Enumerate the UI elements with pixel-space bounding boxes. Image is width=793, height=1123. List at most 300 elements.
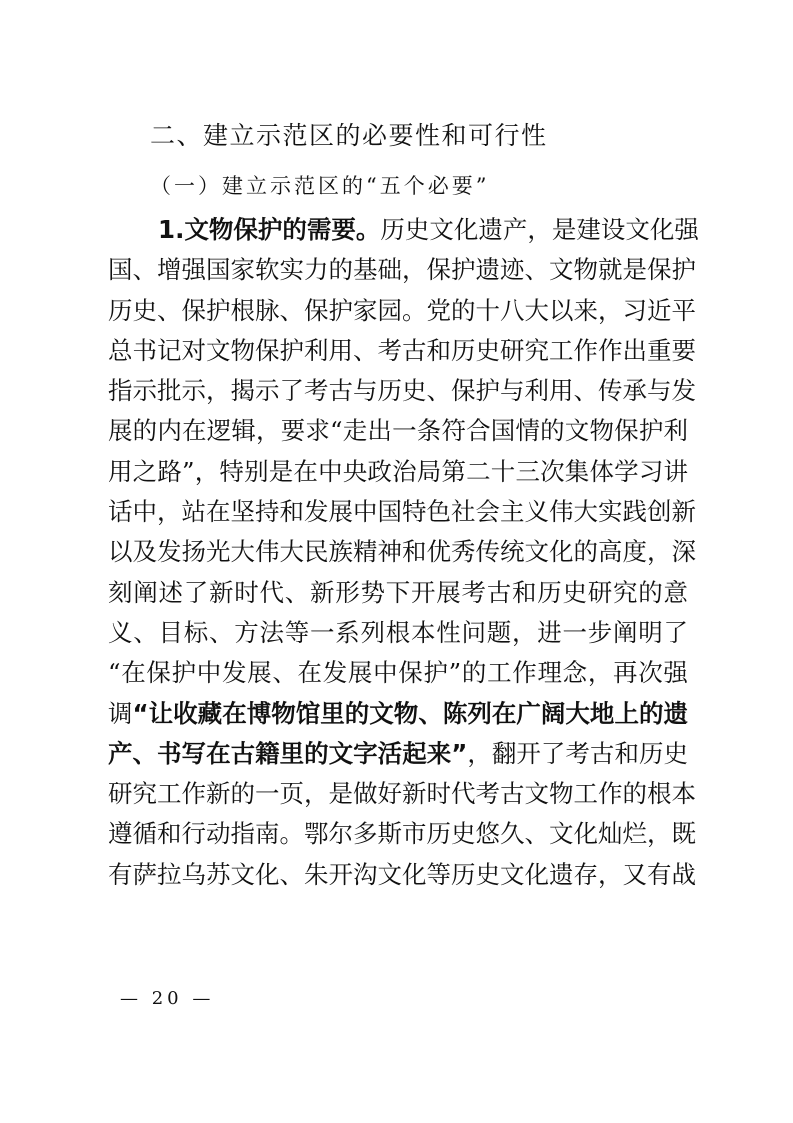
text-glyph: 新 bbox=[402, 779, 427, 809]
text-glyph: 揭 bbox=[230, 376, 255, 406]
text-glyph: 走 bbox=[342, 416, 368, 446]
text-glyph: 历 bbox=[451, 335, 476, 365]
text-glyph: 的 bbox=[344, 698, 370, 728]
text-glyph: 一 bbox=[310, 617, 335, 647]
text-glyph: 朱 bbox=[304, 859, 329, 889]
text-glyph: 护 bbox=[171, 658, 197, 688]
text-glyph: 拉 bbox=[157, 859, 182, 889]
text-glyph: 在 bbox=[293, 456, 318, 486]
text-glyph: 方 bbox=[234, 617, 259, 647]
paragraph-line bbox=[108, 210, 699, 250]
text-glyph: 辑 bbox=[231, 416, 256, 446]
text-glyph: 大 bbox=[524, 295, 549, 325]
text-glyph: 的 bbox=[461, 658, 487, 688]
text-glyph: 护 bbox=[206, 295, 231, 325]
text-glyph: 需 bbox=[306, 215, 332, 244]
text-glyph: 特 bbox=[402, 497, 427, 527]
text-glyph: 工 bbox=[573, 779, 598, 809]
text-glyph: 以 bbox=[108, 537, 133, 567]
text-glyph: 利 bbox=[663, 416, 688, 446]
text-glyph: 对 bbox=[181, 335, 206, 365]
text-glyph: 理 bbox=[537, 658, 562, 688]
text-glyph: 发 bbox=[157, 537, 182, 567]
text-glyph: ” bbox=[448, 658, 462, 688]
text-glyph: 研 bbox=[108, 779, 133, 809]
text-glyph: 、 bbox=[132, 255, 157, 285]
text-glyph: 古 bbox=[230, 738, 256, 768]
text-glyph: 发 bbox=[322, 658, 348, 688]
text-glyph: 的 bbox=[304, 738, 329, 768]
text-glyph: 开 bbox=[411, 577, 436, 607]
text-glyph: 阐 bbox=[613, 617, 638, 647]
text-glyph: 展 bbox=[108, 416, 133, 446]
text-glyph: 展 bbox=[247, 658, 272, 688]
text-glyph: 新 bbox=[671, 497, 696, 527]
text-glyph: 国 bbox=[377, 497, 402, 527]
text-glyph: 精 bbox=[353, 537, 378, 567]
text-glyph: 条 bbox=[416, 416, 442, 446]
text-glyph: 书 bbox=[132, 335, 157, 365]
text-glyph: 地 bbox=[589, 698, 615, 728]
text-glyph: 列 bbox=[360, 617, 385, 647]
text-glyph: 脉 bbox=[255, 295, 280, 325]
text-glyph: 作 bbox=[573, 335, 598, 365]
text-glyph: 出 bbox=[622, 335, 647, 365]
text-glyph: ， bbox=[587, 658, 613, 688]
text-glyph: 遗 bbox=[549, 859, 574, 889]
text-glyph: 收 bbox=[173, 698, 198, 728]
text-glyph: 了 bbox=[663, 617, 688, 647]
text-glyph: 来 bbox=[573, 295, 598, 325]
text-glyph: 作 bbox=[512, 658, 537, 688]
text-glyph: 的 bbox=[132, 416, 158, 446]
text-glyph: 的 bbox=[540, 416, 565, 446]
text-glyph: 根 bbox=[230, 295, 255, 325]
text-glyph: 代 bbox=[451, 779, 476, 809]
text-glyph: 物 bbox=[208, 215, 234, 244]
text-glyph: 基 bbox=[353, 255, 378, 285]
text-glyph: 传 bbox=[475, 537, 500, 567]
paragraph-line bbox=[108, 774, 696, 814]
text-glyph: 标 bbox=[183, 617, 209, 647]
text-glyph: 合 bbox=[466, 416, 491, 446]
text-glyph: 苏 bbox=[206, 859, 231, 889]
text-glyph: 物 bbox=[230, 335, 255, 365]
text-glyph: 的 bbox=[451, 295, 476, 325]
text-glyph: 义 bbox=[524, 497, 549, 527]
text-glyph: 物 bbox=[549, 779, 574, 809]
text-glyph: 系 bbox=[335, 617, 360, 647]
text-glyph: 时 bbox=[234, 577, 259, 607]
paragraph-line bbox=[108, 532, 696, 572]
text-glyph: 内 bbox=[157, 416, 182, 446]
text-glyph: 践 bbox=[622, 497, 647, 527]
text-glyph: 是 bbox=[328, 779, 353, 809]
text-glyph: 存 bbox=[573, 859, 598, 889]
text-glyph: 列 bbox=[467, 698, 492, 728]
text-glyph: 页 bbox=[279, 779, 304, 809]
text-glyph: 保 bbox=[255, 335, 280, 365]
text-glyph: 题 bbox=[486, 617, 512, 647]
text-glyph: 考 bbox=[475, 779, 500, 809]
text-glyph: 本 bbox=[411, 617, 436, 647]
text-glyph: 遵 bbox=[108, 819, 133, 849]
text-glyph: 文 bbox=[230, 859, 255, 889]
text-glyph: 符 bbox=[441, 416, 466, 446]
text-glyph: 陈 bbox=[442, 698, 468, 728]
text-glyph: 发 bbox=[671, 376, 696, 406]
text-glyph: 中 bbox=[353, 497, 378, 527]
text-glyph: 藏 bbox=[197, 698, 223, 728]
text-glyph: 下 bbox=[385, 577, 411, 607]
text-glyph: 的 bbox=[573, 537, 598, 567]
text-glyph: 既 bbox=[671, 819, 696, 849]
text-glyph: 十 bbox=[475, 295, 500, 325]
text-glyph: 文 bbox=[328, 738, 354, 768]
text-glyph: 要 bbox=[331, 215, 356, 244]
text-glyph: 、 bbox=[418, 698, 443, 728]
text-glyph: 展 bbox=[347, 658, 373, 688]
text-glyph: 护 bbox=[328, 295, 353, 325]
text-glyph: 来 bbox=[426, 738, 452, 768]
text-glyph: 实 bbox=[598, 497, 623, 527]
text-glyph: 。 bbox=[402, 295, 427, 325]
text-glyph: 迹 bbox=[500, 255, 525, 285]
text-glyph: 次 bbox=[638, 658, 663, 688]
text-glyph: ， bbox=[647, 537, 672, 567]
text-glyph: 化 bbox=[573, 819, 598, 849]
text-glyph: ， bbox=[598, 859, 623, 889]
text-glyph: 久 bbox=[500, 819, 525, 849]
text-glyph: 、 bbox=[132, 738, 158, 768]
text-glyph: 文 bbox=[549, 255, 574, 285]
text-glyph: 深 bbox=[671, 537, 696, 567]
text-glyph: 别 bbox=[244, 456, 269, 486]
text-glyph: 考 bbox=[565, 738, 590, 768]
text-glyph: 保 bbox=[304, 295, 329, 325]
text-glyph: 及 bbox=[132, 537, 157, 567]
text-glyph: 物 bbox=[393, 698, 419, 728]
paragraph-line bbox=[108, 855, 696, 895]
text-glyph: 保 bbox=[181, 295, 206, 325]
text-glyph: 意 bbox=[663, 577, 688, 607]
text-glyph: 、 bbox=[426, 376, 451, 406]
text-glyph: 里 bbox=[320, 698, 345, 728]
paragraph-line bbox=[108, 291, 696, 331]
text-glyph: 文 bbox=[429, 215, 454, 244]
text-glyph: 与 bbox=[500, 376, 525, 406]
paragraph-line bbox=[108, 411, 688, 451]
text-glyph: 多 bbox=[353, 819, 378, 849]
text-glyph: 优 bbox=[426, 537, 451, 567]
text-glyph: 大 bbox=[279, 537, 304, 567]
text-glyph: 了 bbox=[279, 376, 304, 406]
text-glyph: 和 bbox=[614, 738, 639, 768]
text-glyph: 博 bbox=[246, 698, 272, 728]
text-glyph: . bbox=[175, 215, 185, 244]
text-glyph: 遗 bbox=[478, 215, 503, 244]
text-glyph: 伟 bbox=[255, 537, 280, 567]
text-glyph: 家 bbox=[353, 295, 378, 325]
text-glyph: 园 bbox=[377, 295, 402, 325]
text-glyph: 市 bbox=[402, 819, 427, 849]
paragraph-line bbox=[108, 331, 696, 371]
text-glyph: 述 bbox=[158, 577, 183, 607]
text-glyph: 在 bbox=[491, 698, 517, 728]
text-glyph: 念 bbox=[562, 658, 588, 688]
text-glyph: 平 bbox=[671, 295, 696, 325]
text-glyph: 在 bbox=[297, 658, 323, 688]
body-paragraph bbox=[108, 210, 699, 976]
text-glyph: 二 bbox=[466, 456, 491, 486]
text-glyph: 烂 bbox=[622, 819, 647, 849]
text-glyph: 国 bbox=[206, 255, 231, 285]
text-glyph: 指 bbox=[230, 819, 255, 849]
text-glyph: 话 bbox=[108, 497, 133, 527]
text-glyph: 作 bbox=[598, 335, 623, 365]
text-glyph: “ bbox=[330, 416, 343, 446]
text-glyph: ， bbox=[527, 215, 552, 244]
text-glyph: 明 bbox=[638, 617, 663, 647]
text-glyph: 逻 bbox=[206, 416, 232, 446]
text-glyph: 用 bbox=[328, 335, 353, 365]
text-glyph: 政 bbox=[367, 456, 392, 486]
text-glyph: 尔 bbox=[328, 819, 353, 849]
text-glyph: 形 bbox=[335, 577, 360, 607]
text-glyph: 的 bbox=[638, 577, 663, 607]
subsection-heading: （一）建立示范区的“五个必要” bbox=[150, 174, 490, 198]
text-glyph: 大 bbox=[230, 537, 255, 567]
text-glyph: 三 bbox=[515, 456, 540, 486]
text-glyph: 指 bbox=[108, 376, 133, 406]
text-glyph: 有 bbox=[647, 859, 672, 889]
text-glyph: 时 bbox=[426, 779, 451, 809]
text-glyph: 第 bbox=[441, 456, 466, 486]
text-glyph: 文 bbox=[625, 215, 650, 244]
text-glyph: 等 bbox=[284, 617, 310, 647]
paragraph-line bbox=[108, 734, 688, 774]
text-glyph: 十 bbox=[490, 456, 516, 486]
text-glyph: 求 bbox=[305, 416, 330, 446]
text-glyph: 强 bbox=[674, 215, 699, 244]
text-glyph: 古 bbox=[486, 577, 512, 607]
text-glyph: 国 bbox=[108, 255, 133, 285]
text-glyph: 度 bbox=[622, 537, 647, 567]
text-glyph: 、 bbox=[524, 255, 549, 285]
text-glyph: 、 bbox=[272, 658, 297, 688]
text-glyph: 的 bbox=[230, 779, 255, 809]
text-glyph: 要 bbox=[671, 335, 696, 365]
text-glyph: 护 bbox=[279, 335, 304, 365]
text-glyph: ” bbox=[451, 738, 468, 768]
paragraph-line bbox=[108, 814, 696, 854]
text-glyph: 伟 bbox=[549, 497, 574, 527]
text-glyph: 根 bbox=[647, 779, 672, 809]
text-glyph: 上 bbox=[614, 698, 639, 728]
text-glyph: “ bbox=[108, 658, 121, 688]
text-glyph: 物 bbox=[589, 416, 614, 446]
text-glyph: ， bbox=[256, 416, 281, 446]
text-glyph: 史 bbox=[404, 215, 430, 244]
text-glyph: 、 bbox=[279, 859, 304, 889]
text-glyph: 古 bbox=[500, 779, 525, 809]
text-glyph: ， bbox=[467, 738, 492, 768]
text-glyph: 遗 bbox=[663, 698, 688, 728]
text-glyph: 护 bbox=[257, 215, 283, 244]
text-glyph: ， bbox=[402, 255, 427, 285]
text-glyph: 利 bbox=[304, 335, 329, 365]
text-glyph: 大 bbox=[573, 497, 598, 527]
paragraph-line bbox=[108, 613, 688, 653]
text-glyph: 利 bbox=[524, 376, 549, 406]
text-glyph: 次 bbox=[540, 456, 565, 486]
text-glyph: 古 bbox=[402, 335, 427, 365]
text-glyph: ， bbox=[647, 819, 672, 849]
text-glyph: 创 bbox=[647, 497, 672, 527]
text-glyph: 悠 bbox=[475, 819, 500, 849]
text-glyph: 以 bbox=[549, 295, 574, 325]
text-glyph: 化 bbox=[524, 859, 549, 889]
paragraph-line bbox=[108, 653, 688, 693]
text-glyph: 软 bbox=[255, 255, 280, 285]
text-glyph: 物 bbox=[573, 255, 598, 285]
text-glyph: 活 bbox=[377, 738, 403, 768]
text-glyph: ， bbox=[157, 497, 182, 527]
text-glyph: 1 bbox=[158, 215, 176, 244]
text-glyph: ， bbox=[512, 617, 537, 647]
text-glyph: 考 bbox=[304, 376, 329, 406]
text-glyph: 在 bbox=[206, 497, 231, 527]
text-glyph: 考 bbox=[377, 335, 402, 365]
paragraph-line bbox=[108, 935, 688, 975]
text-glyph: 究 bbox=[613, 577, 638, 607]
text-glyph: 文 bbox=[500, 859, 525, 889]
text-glyph: 护 bbox=[638, 416, 664, 446]
text-glyph: 化 bbox=[255, 859, 280, 889]
text-glyph: 义 bbox=[108, 617, 133, 647]
paragraph-line bbox=[108, 371, 696, 411]
text-glyph: 产 bbox=[108, 738, 133, 768]
text-glyph: 古 bbox=[589, 738, 615, 768]
text-glyph: 、 bbox=[133, 617, 158, 647]
text-glyph: 动 bbox=[206, 819, 231, 849]
text-glyph: 和 bbox=[279, 497, 304, 527]
paragraph-line bbox=[108, 694, 688, 734]
text-glyph: 保 bbox=[426, 255, 451, 285]
text-glyph: 籍 bbox=[255, 738, 280, 768]
text-glyph: 示 bbox=[132, 376, 157, 406]
text-glyph: 行 bbox=[181, 819, 206, 849]
text-glyph: 批 bbox=[157, 376, 182, 406]
text-glyph: 民 bbox=[304, 537, 329, 567]
text-glyph: 、 bbox=[353, 335, 378, 365]
text-glyph: 坚 bbox=[230, 497, 255, 527]
text-glyph: 史 bbox=[451, 819, 476, 849]
text-glyph: 持 bbox=[255, 497, 280, 527]
text-glyph: 鄂 bbox=[304, 819, 329, 849]
text-glyph: 在 bbox=[222, 698, 247, 728]
paragraph-line bbox=[108, 573, 688, 613]
text-glyph: 历 bbox=[380, 215, 405, 244]
text-glyph: 历 bbox=[108, 295, 133, 325]
text-glyph: 大 bbox=[565, 698, 590, 728]
text-glyph: 产 bbox=[502, 215, 528, 244]
text-glyph: 历 bbox=[451, 859, 476, 889]
text-glyph: 统 bbox=[500, 537, 525, 567]
text-glyph: 治 bbox=[392, 456, 417, 486]
text-glyph: 工 bbox=[157, 779, 182, 809]
text-glyph: 文 bbox=[549, 819, 574, 849]
text-glyph: 化 bbox=[649, 215, 675, 244]
text-glyph: 的 bbox=[638, 698, 664, 728]
text-glyph: 与 bbox=[353, 376, 378, 406]
text-glyph: 根 bbox=[385, 617, 411, 647]
text-glyph: 阔 bbox=[540, 698, 566, 728]
paragraph-line bbox=[108, 250, 696, 290]
text-glyph: 物 bbox=[271, 698, 296, 728]
text-glyph: 展 bbox=[328, 497, 353, 527]
text-glyph: 在 bbox=[182, 416, 207, 446]
text-glyph: 是 bbox=[268, 456, 294, 486]
text-glyph: 神 bbox=[377, 537, 402, 567]
text-glyph: 史 bbox=[402, 376, 427, 406]
text-glyph: 保 bbox=[614, 416, 639, 446]
text-glyph: 发 bbox=[304, 497, 329, 527]
text-glyph: ， bbox=[206, 376, 231, 406]
text-glyph: 中 bbox=[132, 497, 157, 527]
text-glyph: 就 bbox=[598, 255, 623, 285]
text-glyph: 究 bbox=[132, 779, 157, 809]
text-glyph: 历 bbox=[638, 738, 664, 768]
text-glyph: 用 bbox=[108, 456, 133, 486]
text-glyph: 化 bbox=[549, 537, 574, 567]
section-heading: 二、建立示范区的必要性和可行性 bbox=[150, 121, 548, 150]
text-glyph: 历 bbox=[426, 819, 451, 849]
text-glyph: 性 bbox=[436, 617, 461, 647]
text-glyph: 调 bbox=[108, 698, 133, 728]
text-glyph: 和 bbox=[157, 819, 182, 849]
text-glyph: 乌 bbox=[181, 859, 206, 889]
text-glyph: 作 bbox=[181, 779, 206, 809]
text-glyph: ， bbox=[194, 456, 220, 486]
text-glyph: 文 bbox=[369, 698, 394, 728]
text-glyph: 习 bbox=[638, 456, 664, 486]
text-glyph: 和 bbox=[512, 577, 537, 607]
text-glyph: 强 bbox=[181, 255, 206, 285]
text-glyph: 增 bbox=[157, 255, 182, 285]
text-glyph: 党 bbox=[426, 295, 451, 325]
text-glyph: 光 bbox=[206, 537, 231, 567]
text-glyph: 护 bbox=[475, 376, 500, 406]
text-glyph: 局 bbox=[416, 456, 442, 486]
text-glyph: 循 bbox=[132, 819, 157, 849]
text-glyph: 社 bbox=[451, 497, 476, 527]
text-glyph: 文 bbox=[524, 537, 549, 567]
text-glyph: 发 bbox=[221, 658, 247, 688]
text-glyph: 工 bbox=[487, 658, 512, 688]
text-glyph: 了 bbox=[183, 577, 209, 607]
text-glyph: 保 bbox=[398, 658, 423, 688]
text-glyph: 、 bbox=[284, 577, 310, 607]
text-glyph: 南 bbox=[255, 819, 280, 849]
text-glyph: 中 bbox=[373, 658, 398, 688]
text-glyph: 是 bbox=[551, 215, 577, 244]
text-glyph: 化 bbox=[402, 859, 427, 889]
text-glyph: 研 bbox=[587, 577, 613, 607]
text-glyph: 主 bbox=[500, 497, 525, 527]
text-glyph: 又 bbox=[622, 859, 647, 889]
text-glyph: 字 bbox=[353, 738, 378, 768]
